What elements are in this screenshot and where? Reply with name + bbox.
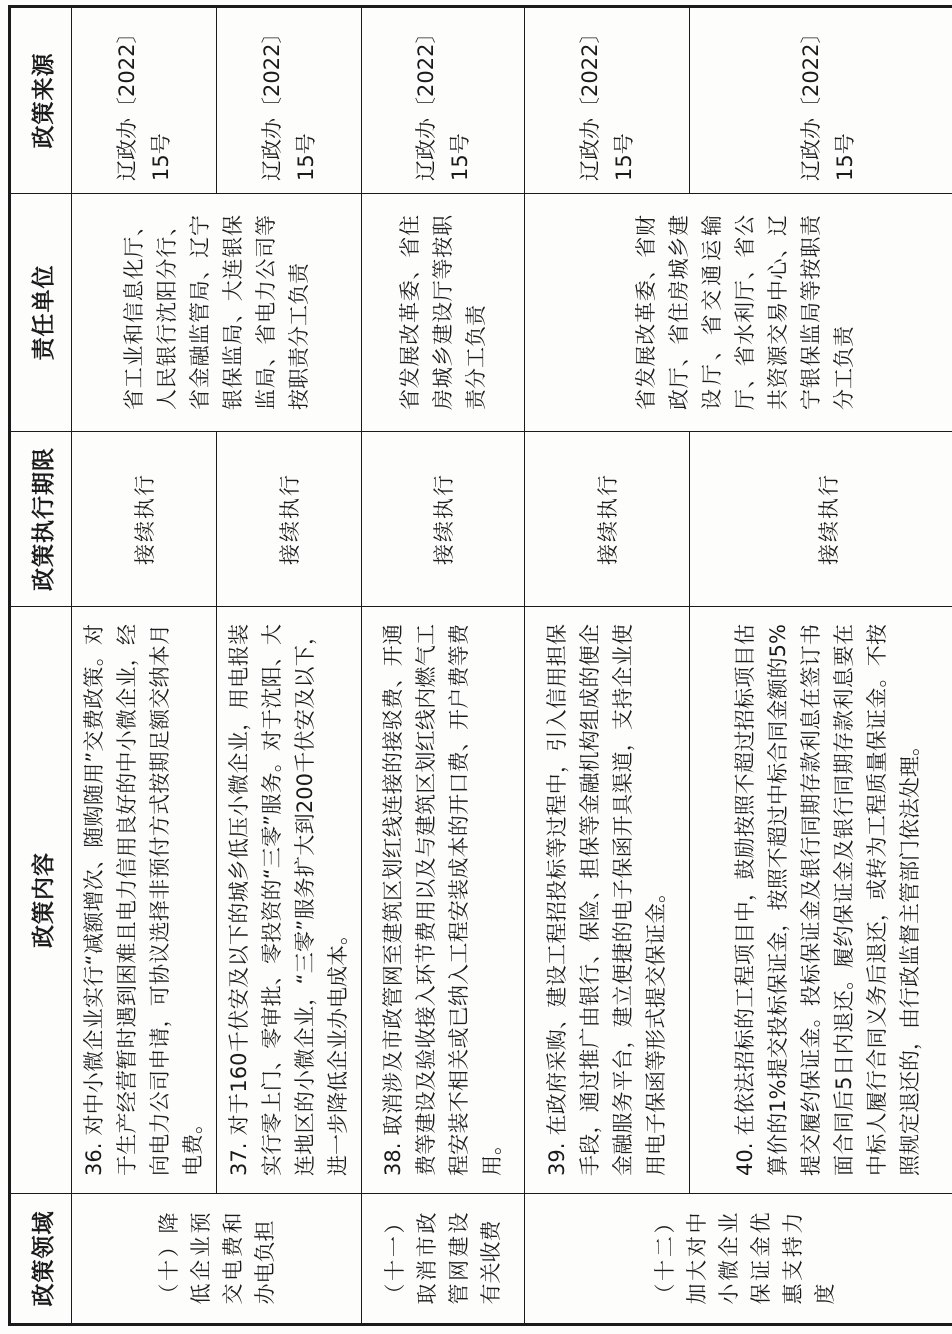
cell-content-37: 37. 对于160千伏安及以下的城乡低压小微企业，用电报装实行零上门、零审批、零投资的“三零”服务。对于沈阳、大连地区的小微企业，“三零”服务扩大到200千伏安及以下，进一步降低企业办电成本。 (217, 607, 362, 1194)
cell-unit-39-40: 省发展改革委、省财政厅、省住房城乡建设厅、省交通运输厅、省水利厅、省公共资源交易中心、辽宁银保监局等按职责分工负责 (525, 194, 952, 432)
table-row-38 (362, 7, 525, 1325)
header-policy-area: 政策领域 (10, 1194, 72, 1325)
cell-content-36: 36. 对中小微企业实行“减额增次、随购随用”交费政策。对于生产经营暂时遇到困难且电力信用良好的中小微企业，经向电力公司申请，可协议选择非预付方式按期足额交纳本月电费。 (72, 607, 217, 1194)
cell-content-38: 38. 取消涉及市政管网至建筑区划红线连接的接驳费、开通费等建设及验收接入环节费用以及与建筑区划红线内燃气工程安装不相关或已纳入工程安装成本的开口费、开户费等费用。 (362, 607, 525, 1194)
header-responsible-unit: 责任单位 (10, 194, 72, 432)
cell-period-39: 接续执行 (525, 432, 690, 607)
cell-area-item10 (72, 1194, 362, 1325)
policy-table (8, 5, 952, 1326)
cell-source-37: 辽政办〔2022〕15号 (217, 7, 362, 194)
header-policy-content: 政策内容 (10, 607, 72, 1194)
header-policy-source: 政策来源 (10, 7, 72, 194)
cell-source-36: 辽政办〔2022〕15号 (72, 7, 217, 194)
cell-period-38: 接续执行 (362, 432, 525, 607)
table-row-36 (72, 7, 217, 1325)
table-row-39 (525, 7, 690, 1325)
cell-source-40: 辽政办〔2022〕15号 (690, 7, 952, 194)
cell-area-item12 (525, 1194, 952, 1325)
cell-period-36: 接续执行 (72, 432, 217, 607)
cell-period-40: 接续执行 (690, 432, 952, 607)
area-text-item12: （十二）加大对中小微企业保证金优惠支持力度 (653, 1212, 837, 1305)
header-policy-period: 政策执行期限 (10, 432, 72, 607)
cell-source-39: 辽政办〔2022〕15号 (525, 7, 690, 194)
cell-source-38: 辽政办〔2022〕15号 (362, 7, 525, 194)
area-text-item11: （十一）取消市政管网建设有关收费 (383, 1212, 503, 1305)
cell-content-40: 40. 在依法招标的工程项目中，鼓励按照不超过招标项目估算价的1%提交投标保证金，按照不超过中标合同金额的5%提交履约保证金。投标保证金及银行同期存款利息在签订书面合同后5日内退还。履约保证金及银行同期存款利息要在中标人履行合同义务后退还，或转为工程质量保证金。不按照规定退还的，由行政监督主管部门依法处理。 (690, 607, 952, 1194)
cell-unit-38: 省发展改革委、省住房城乡建设厅等按职责分工负责 (362, 194, 525, 432)
cell-unit-36-37: 省工业和信息化厅、人民银行沈阳分行、省金融监管局、辽宁银保监局、大连银保监局、省电力公司等按职责分工负责 (72, 194, 362, 432)
cell-area-item11 (362, 1194, 525, 1325)
area-text-item10: （十）降低企业预交电费和办电负担 (156, 1212, 277, 1305)
cell-content-39: 39. 在政府采购、建设工程招投标等过程中，引入信用担保手段，通过推广由银行、保险、担保等金融机构组成的便企金融服务平台，建立便捷的电子保函开具渠道，支持企业使用电子保函等形式提交保证金。 (525, 607, 690, 1194)
cell-period-37: 接续执行 (217, 432, 362, 607)
table-header-row (10, 7, 72, 1325)
